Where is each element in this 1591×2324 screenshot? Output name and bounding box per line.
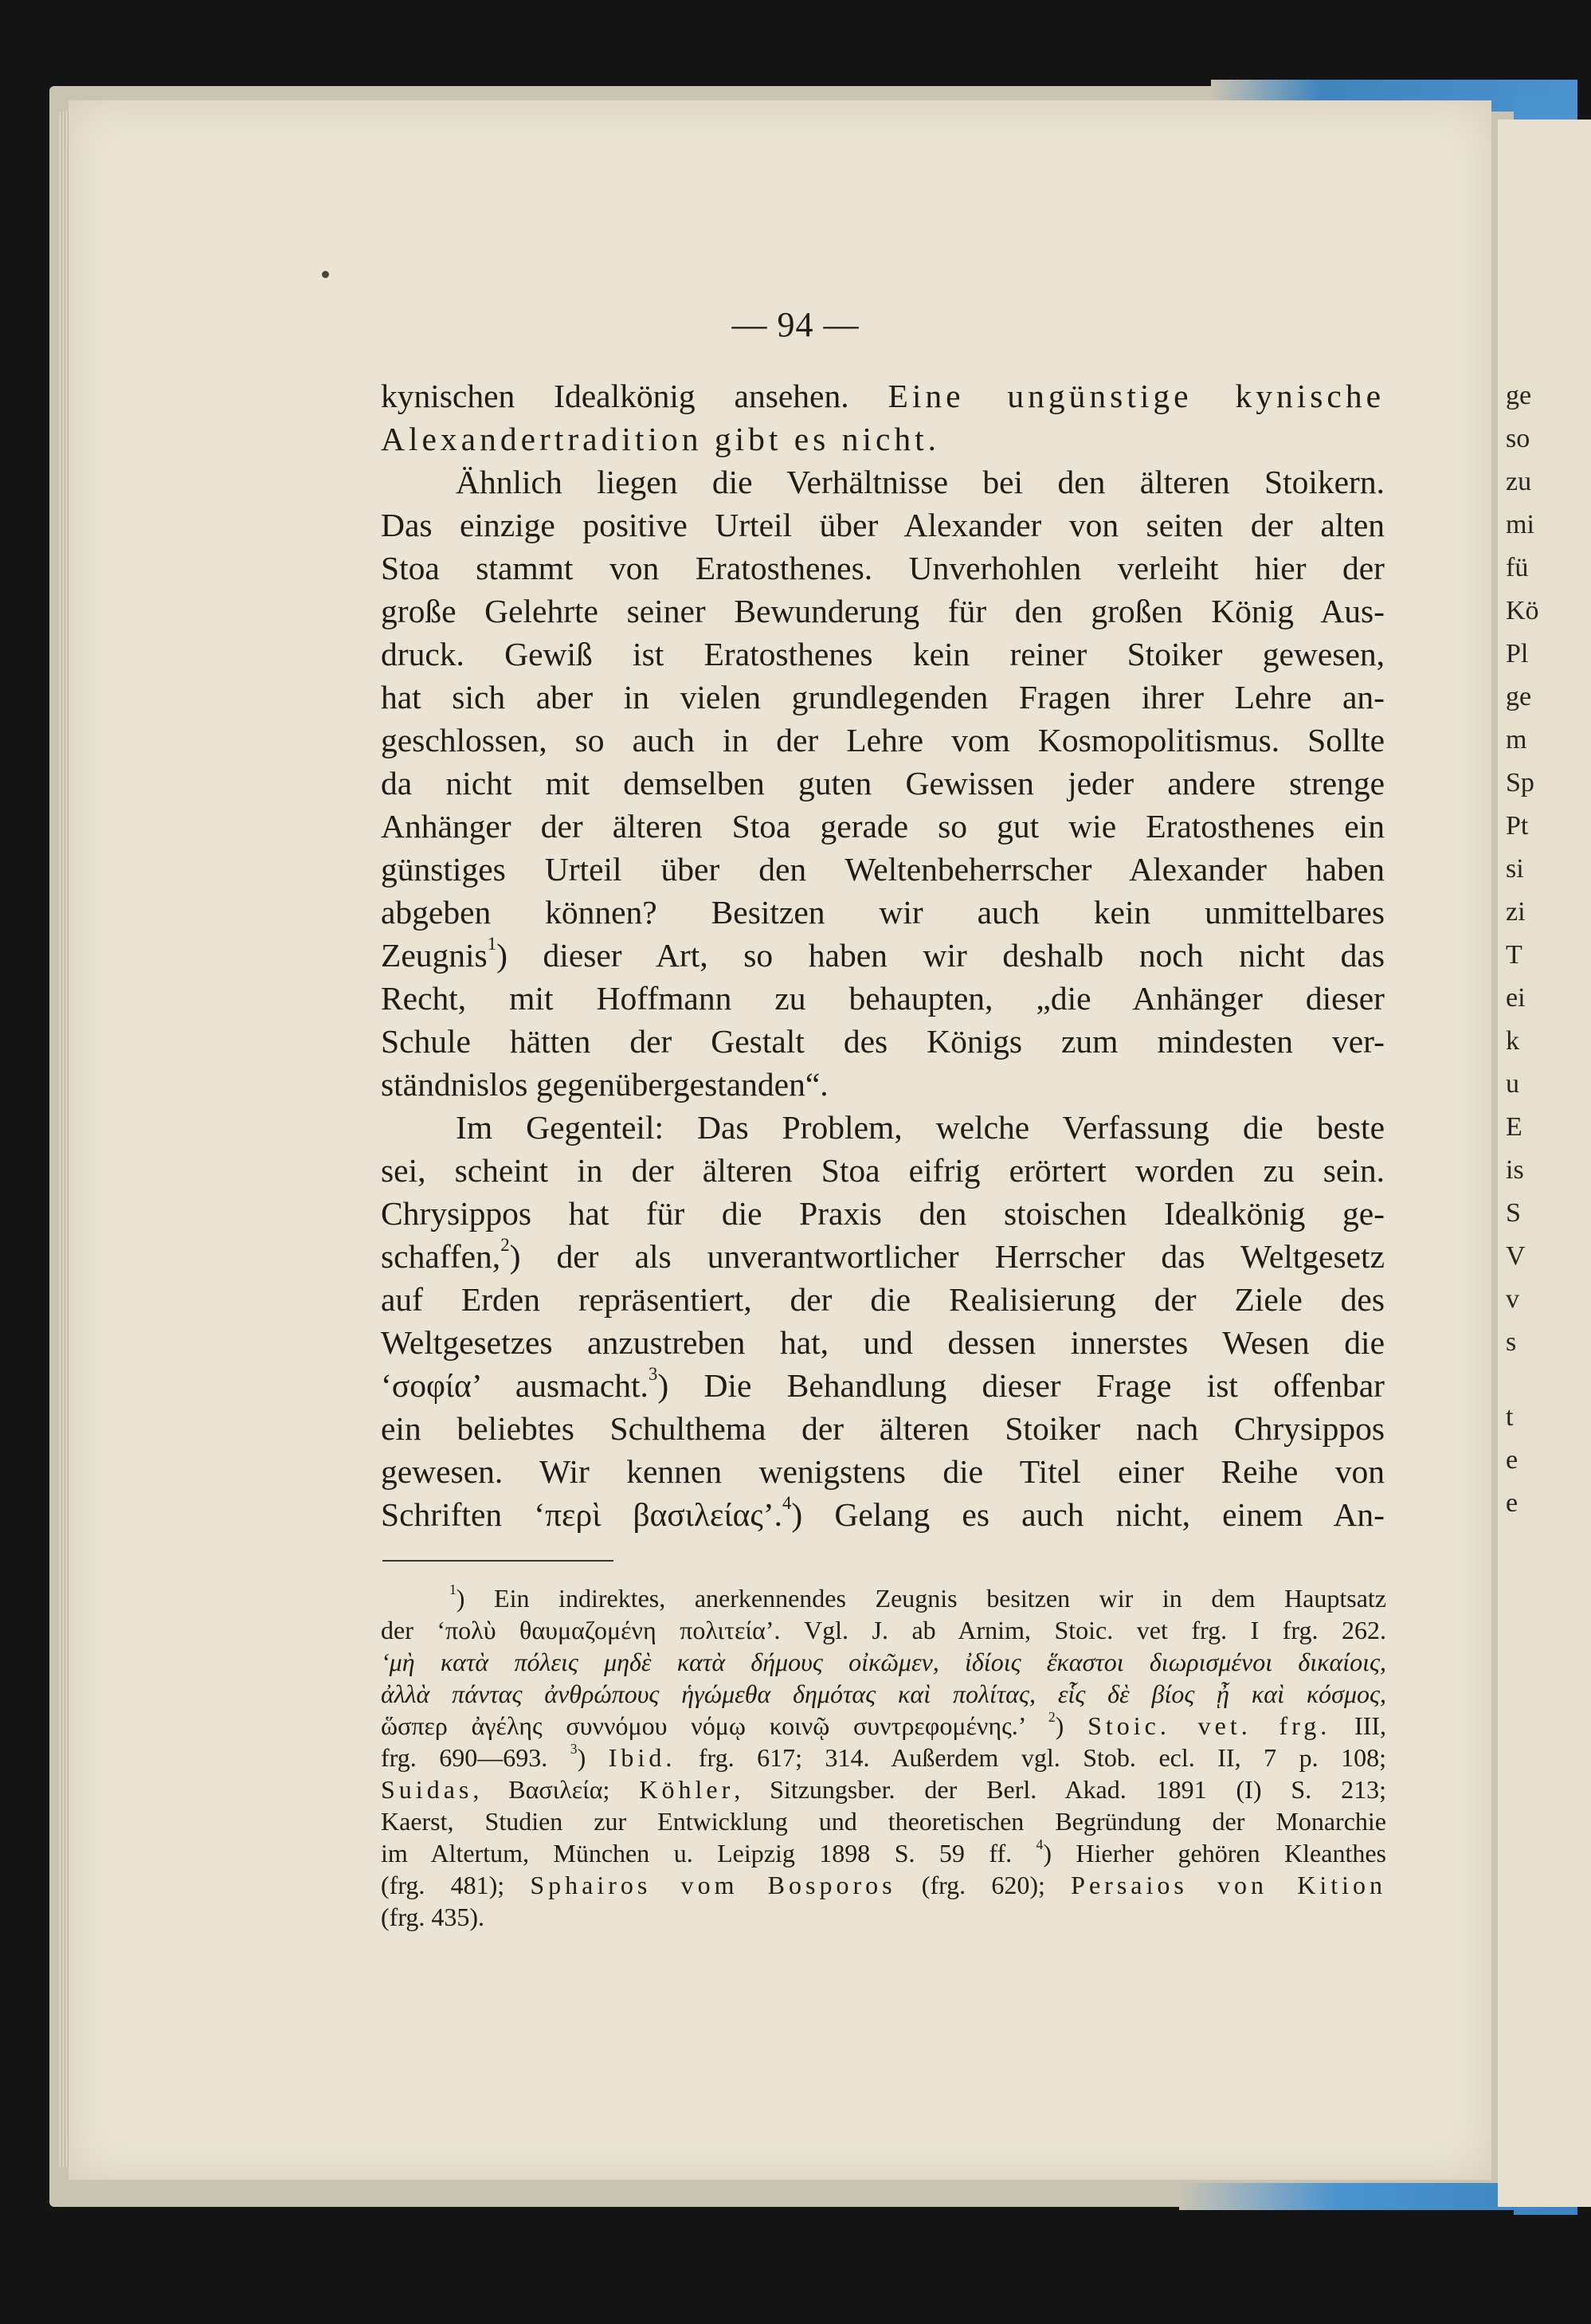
footnote-marker: 1	[449, 1581, 457, 1597]
text-segment: der ‘πολὺ θαυμαζομένη πολιτεία’. Vgl. J. ab Arnim, Stoic. vet frg. I frg. 262.	[381, 1616, 1386, 1644]
body-line	[381, 805, 1385, 848]
ink-dot	[322, 271, 329, 278]
text-segment: günstiges Urteil über den Weltenbeherrscher Alexander haben	[381, 851, 1385, 888]
text-segment: ) Hierher gehören Kleanthes	[1043, 1839, 1387, 1867]
facing-page-fragment: fü	[1506, 553, 1529, 582]
footnote-line	[381, 1614, 1386, 1646]
facing-page-fragment: so	[1506, 424, 1530, 453]
footnote-line	[381, 1773, 1386, 1805]
text-segment: ) Ein indirektes, anerkennendes Zeugnis besitzen wir in dem Hauptsatz	[456, 1584, 1386, 1613]
body-line	[381, 676, 1385, 719]
text-segment: Stoa stammt von Eratosthenes. Unverhohlen verleiht hier der	[381, 550, 1385, 586]
facing-page-fragment: ge	[1506, 381, 1532, 410]
footnote-line	[381, 1742, 1386, 1773]
text-segment: )	[1055, 1711, 1088, 1740]
facing-page-fragment: si	[1506, 854, 1524, 884]
footnote-marker: 3	[648, 1364, 658, 1385]
body-text	[381, 374, 1385, 1536]
text-segment: Sphairos vom Bosporos	[530, 1871, 896, 1899]
facing-page-sliver	[1498, 120, 1591, 2207]
text-segment: im Altertum, München u. Leipzig 1898 S. 59 ff.	[381, 1839, 1037, 1867]
footnote-marker: 4	[782, 1493, 792, 1514]
text-segment: ὥσπερ ἀγέλης συννόμου νόμῳ κοινῷ συντρεφομένης.’	[381, 1711, 1048, 1740]
text-segment: Alexandertradition gibt es nicht.	[381, 421, 941, 457]
facing-page-fragment: ei	[1506, 983, 1526, 1013]
body-line	[381, 1278, 1385, 1321]
text-segment: große Gelehrte seiner Bewunderung für den großen König Aus-	[381, 593, 1385, 629]
facing-page-fragment: e	[1506, 1445, 1519, 1475]
body-line	[381, 1192, 1385, 1235]
footnote-line	[381, 1646, 1386, 1678]
body-line	[381, 1020, 1385, 1063]
text-segment: )	[577, 1743, 609, 1772]
text-segment: Das einzige positive Urteil über Alexander von seiten der alten	[381, 507, 1385, 543]
text-segment: (frg. 620);	[895, 1871, 1072, 1899]
text-segment: Anhänger der älteren Stoa gerade so gut wie Eratosthenes ein	[381, 808, 1385, 845]
footnote-marker: 2	[1048, 1708, 1056, 1725]
text-segment: Persaios von Kition	[1071, 1871, 1387, 1899]
body-line	[381, 1149, 1385, 1192]
text-segment: Recht, mit Hoffmann zu behaupten, „die Anhänger dieser	[381, 980, 1385, 1017]
footnotes	[381, 1582, 1386, 1933]
text-segment: ) der als unverantwortlicher Herrscher das Weltgesetz	[509, 1238, 1385, 1275]
facing-page-fragment: S	[1506, 1198, 1521, 1228]
footnote-marker: 3	[570, 1740, 578, 1757]
body-line	[381, 1321, 1385, 1364]
body-line	[381, 762, 1385, 805]
text-segment: Suidas	[381, 1775, 473, 1804]
footnote-line	[381, 1901, 1386, 1933]
text-segment: ständnislos gegenübergestanden“.	[381, 1066, 829, 1103]
body-line	[381, 719, 1385, 762]
body-line	[381, 547, 1385, 590]
footnote-marker: 4	[1036, 1836, 1044, 1852]
body-line	[381, 848, 1385, 891]
text-segment: gewesen. Wir kennen wenigstens die Titel einer Reihe von	[381, 1453, 1385, 1490]
footnote-marker: 1	[487, 934, 497, 954]
text-segment: druck. Gewiß ist Eratosthenes kein reiner Stoiker gewesen,	[381, 636, 1385, 672]
footnote-line	[381, 1582, 1386, 1614]
facing-page-fragment: is	[1506, 1155, 1524, 1185]
facing-page-fragment: mi	[1506, 510, 1534, 539]
body-line	[381, 1235, 1385, 1278]
body-line	[381, 1450, 1385, 1493]
text-segment: frg. 617; 314. Außerdem vgl. Stob. ecl. II, 7 p. 108;	[676, 1743, 1387, 1772]
facing-page-fragment: k	[1506, 1026, 1519, 1056]
facing-page-fragment: V	[1506, 1241, 1526, 1271]
footnote-line	[381, 1678, 1386, 1710]
facing-page-fragment: Sp	[1506, 768, 1534, 798]
body-line	[381, 1063, 1385, 1106]
text-segment: ) Die Behandlung dieser Frage ist offenbar	[657, 1367, 1385, 1404]
text-segment: ἀλλὰ πάντας ἀνθρώπους ἡγώμεθα δημότας καὶ πολίτας, εἷς δὲ βίος ᾖ καὶ κόσμος,	[381, 1679, 1386, 1708]
text-segment: III,	[1330, 1711, 1387, 1740]
footnote-line	[381, 1805, 1386, 1837]
text-segment: Chrysippos hat für die Praxis den stoischen Idealkönig ge-	[381, 1195, 1385, 1232]
page-number: — 94 —	[731, 305, 860, 344]
text-segment: auf Erden repräsentiert, der die Realisierung der Ziele des	[381, 1281, 1385, 1318]
text-segment: , Sitzungsber. der Berl. Akad. 1891 (I) S. 213;	[734, 1775, 1387, 1804]
footnote-marker: 2	[500, 1235, 510, 1256]
body-line	[381, 1407, 1385, 1450]
facing-page-fragment: zu	[1506, 467, 1532, 496]
text-segment: (frg. 435).	[381, 1903, 485, 1931]
text-segment: geschlossen, so auch in der Lehre vom Kosmopolitismus. Sollte	[381, 722, 1385, 758]
facing-page-fragment: t	[1506, 1402, 1514, 1432]
facing-page-fragment: u	[1506, 1069, 1519, 1099]
text-segment: ‘σοφία’ ausmacht.	[381, 1367, 649, 1404]
text-segment: , Βασιλεία;	[472, 1775, 640, 1804]
facing-page-fragment: zi	[1506, 897, 1526, 927]
text-segment: kynischen Idealkönig ansehen.	[381, 378, 888, 414]
facing-page-fragment: T	[1506, 940, 1522, 970]
body-line	[381, 977, 1385, 1020]
body-line	[381, 460, 1385, 504]
text-segment: ) dieser Art, so haben wir deshalb noch nicht das	[496, 937, 1385, 974]
body-line	[381, 934, 1385, 977]
text-segment: Kaerst, Studien zur Entwicklung und theoretischen Begründung der Monarchie	[381, 1807, 1386, 1836]
text-segment: Ibid.	[608, 1743, 676, 1772]
text-segment: Köhler	[639, 1775, 735, 1804]
facing-page-fragment: e	[1506, 1488, 1519, 1518]
body-line	[381, 374, 1385, 417]
facing-page-fragment: v	[1506, 1284, 1519, 1314]
text-segment: Eine ungünstige kynische	[888, 378, 1385, 414]
text-segment: Ähnlich liegen die Verhältnisse bei den älteren Stoikern.	[456, 464, 1385, 500]
footnote-line	[381, 1837, 1386, 1869]
text-segment: abgeben können? Besitzen wir auch kein unmittelbares	[381, 894, 1385, 931]
text-segment: ein beliebtes Schulthema der älteren Stoiker nach Chrysippos	[381, 1410, 1385, 1447]
facing-page-fragment: ge	[1506, 682, 1532, 711]
text-segment: schaffen,	[381, 1238, 501, 1275]
facing-page-fragment: Pt	[1506, 811, 1529, 841]
body-line	[381, 1364, 1385, 1407]
text-segment: ) Gelang es auch nicht, einem An-	[791, 1496, 1385, 1533]
text-segment: Schule hätten der Gestalt des Königs zum mindesten ver-	[381, 1023, 1385, 1060]
footnote-line	[381, 1710, 1386, 1742]
text-segment: (frg. 481);	[381, 1871, 531, 1899]
text-segment: Im Gegenteil: Das Problem, welche Verfassung die beste	[456, 1109, 1385, 1146]
body-line	[381, 1493, 1385, 1536]
text-segment: Zeugnis	[381, 937, 488, 974]
facing-page-fragment: m	[1506, 725, 1527, 754]
text-segment: hat sich aber in vielen grundlegenden Fragen ihrer Lehre an-	[381, 679, 1385, 715]
body-line	[381, 633, 1385, 676]
text-segment: frg. 690—693.	[381, 1743, 570, 1772]
facing-page-fragment: Kö	[1506, 596, 1539, 625]
facing-page-fragment: Pl	[1506, 639, 1529, 668]
text-segment: Weltgesetzes anzustreben hat, und dessen innerstes Wesen die	[381, 1324, 1385, 1361]
facing-page-fragment: E	[1506, 1112, 1522, 1142]
text-segment: Schriften ‘περὶ βασιλείας’.	[381, 1496, 783, 1533]
body-line	[381, 590, 1385, 633]
body-line	[381, 504, 1385, 547]
facing-page-fragment: s	[1506, 1327, 1517, 1357]
text-segment: Stoic. vet. frg.	[1087, 1711, 1331, 1740]
text-segment: da nicht mit demselben guten Gewissen jeder andere strenge	[381, 765, 1385, 801]
text-segment: sei, scheint in der älteren Stoa eifrig erörtert worden zu sein.	[381, 1152, 1385, 1189]
text-segment: ‘μὴ κατὰ πόλεις μηδὲ κατὰ δήμους οἰκῶμεν, ἰδίοις ἕκαστοι διωρισμένοι δικαίοις,	[381, 1648, 1386, 1676]
footnote-rule	[382, 1560, 613, 1562]
footnote-line	[381, 1869, 1386, 1901]
body-line	[381, 891, 1385, 934]
body-line	[381, 1106, 1385, 1149]
body-line	[381, 417, 1385, 460]
